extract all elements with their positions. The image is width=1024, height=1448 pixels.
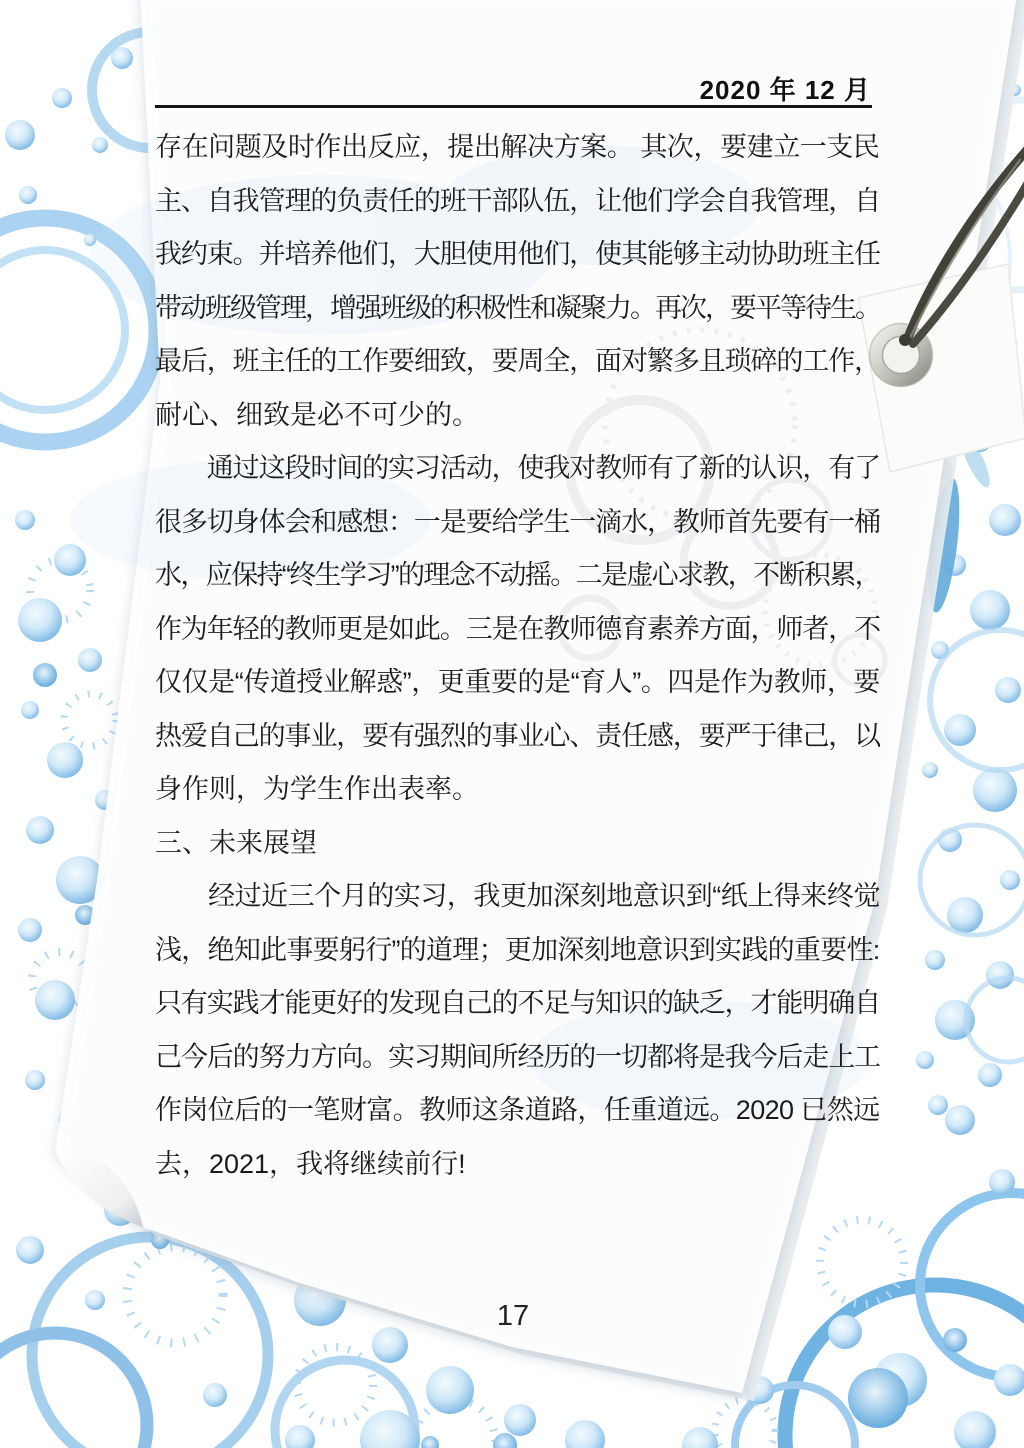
text-line: 只有实践才能更好的发现自己的不足与知识的缺乏，才能明确自 <box>155 988 880 1018</box>
text-line: 去，2021，我将继续前行! <box>155 1148 466 1179</box>
text-line: 水，应保持“终生学习”的理念不动摇。二是虚心求教，不断积累， <box>155 560 880 590</box>
text-line: 身作则，为学生作出表率。 <box>155 774 479 804</box>
text-line: 三、未来展望 <box>155 827 317 858</box>
text-line: 作为年轻的教师更是如此。三是在教师德育素养方面，师者，不 <box>155 613 880 644</box>
page-number: 17 <box>496 1300 530 1332</box>
text-line: 耐心、细致是必不可少的。 <box>155 399 479 430</box>
header-rule <box>155 105 872 108</box>
text-line: 很多切身体会和感想：一是要给学生一滴水，教师首先要有一桶 <box>155 506 880 537</box>
text-line: 主、自我管理的负责任的班干部队伍，让他们学会自我管理，自 <box>155 185 880 216</box>
text-line: 通过这段时间的实习活动，使我对教师有了新的认识，有了 <box>155 453 880 483</box>
text-line: 己今后的努力方向。实习期间所经历的一切都将是我今后走上工 <box>155 1041 880 1072</box>
text-line: 热爱自己的事业，要有强烈的事业心、责任感，要严于律己，以 <box>155 720 880 751</box>
text-line: 我约束。并培养他们，大胆使用他们，使其能够主动协助班主任 <box>155 239 880 269</box>
text-line: 仅仅是“传道授业解惑”，更重要的是“育人”。四是作为教师，要 <box>155 667 880 697</box>
header-date: 2020 年 12 月 <box>699 75 871 105</box>
text-line: 作岗位后的一笔财富。教师这条道路，任重道远。2020 已然远 <box>155 1095 880 1125</box>
text-line: 最后，班主任的工作要细致，要周全，面对繁多且琐碎的工作， <box>155 346 880 376</box>
text-line: 浅，绝知此事要躬行”的道理；更加深刻地意识到实践的重要性: <box>155 934 880 965</box>
text-line: 带动班级管理，增强班级的积极性和凝聚力。再次，要平等待生。 <box>155 292 880 323</box>
text-line: 存在问题及时作出反应，提出解决方案。 其次，要建立一支民 <box>155 132 880 162</box>
body-text <box>155 121 880 1191</box>
text-line: 经过近三个月的实习，我更加深刻地意识到“纸上得来终觉 <box>155 881 880 911</box>
